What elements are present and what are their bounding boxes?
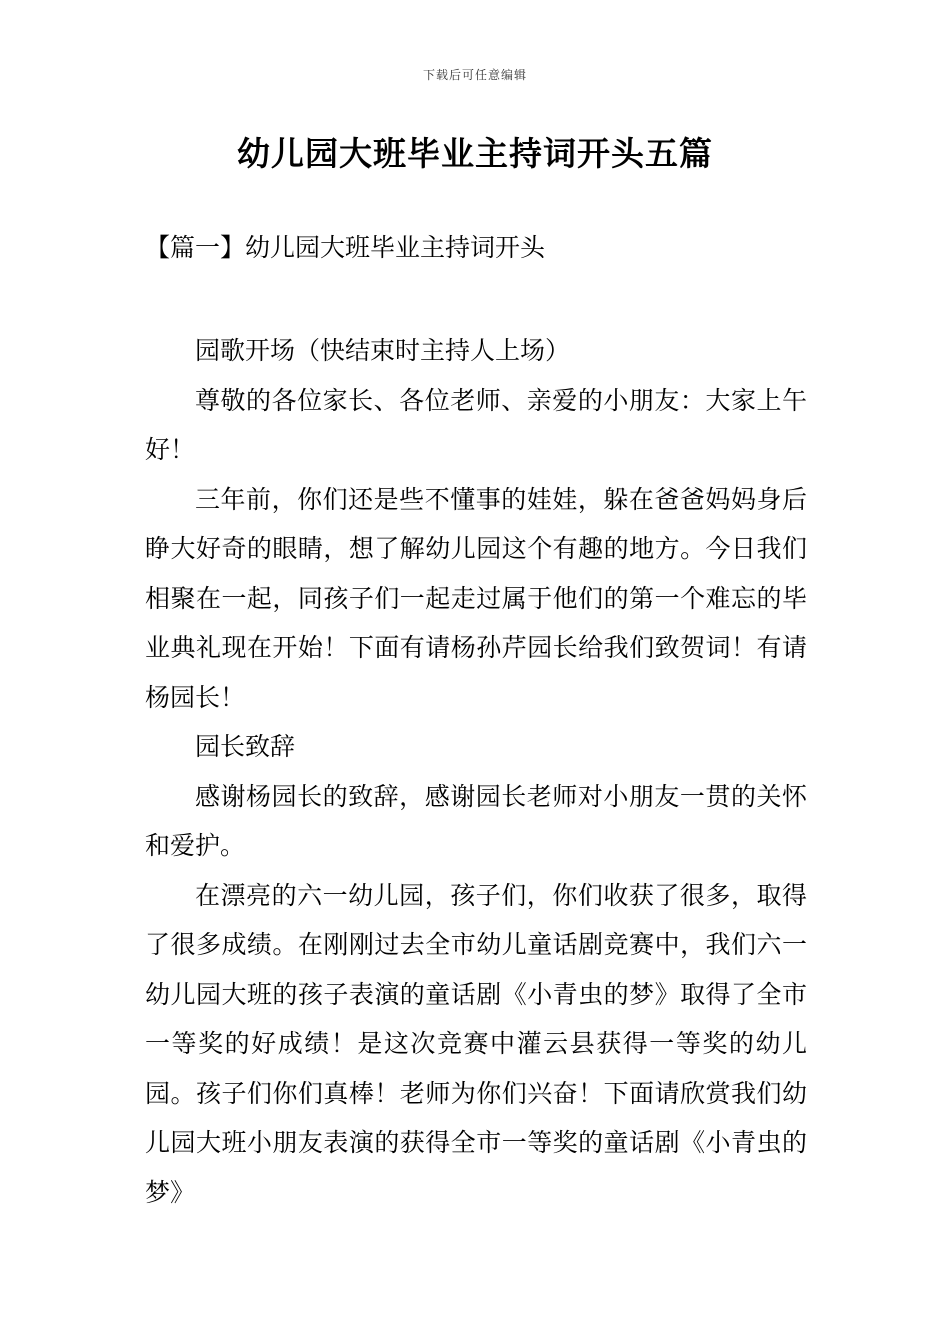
document-title: 幼儿园大班毕业主持词开头五篇 [237, 134, 713, 173]
paragraph-thanks: 感谢杨园长的致辞，感谢园长老师对小朋友一贯的关怀和爱护。 [145, 781, 807, 860]
paragraph-greeting: 尊敬的各位家长、各位老师、亲爱的小朋友：大家上午好！ [145, 385, 807, 464]
paragraph-achievements: 在漂亮的六一幼儿园，孩子们，你们收获了很多，取得了很多成绩。在刚刚过去全市幼儿童话剧竞赛中，我们六一幼儿园大班的孩子表演的童话剧《小青虫的梦》取得了全市一等奖的好成绩！是这次竞赛中灌云县获得一等奖的幼儿园。孩子们你们真棒！老师为你们兴奋！下面请欣赏我们幼儿园大班小朋友表演的获得全市一等奖的童话剧《小青虫的梦》 [145, 880, 807, 1207]
paragraph-three-years-ago: 三年前，你们还是些不懂事的娃娃，躲在爸爸妈妈身后睁大好奇的眼睛，想了解幼儿园这个有趣的地方。今日我们相聚在一起，同孩子们一起走过属于他们的第一个难忘的毕业典礼现在开始！下面有请杨孙芹园长给我们致贺词！有请杨园长！ [145, 484, 807, 712]
paragraph-principal-speech: 园长致辞 [195, 732, 296, 761]
header-note: 下载后可任意编辑 [422, 68, 527, 82]
document-body [145, 326, 807, 1217]
section-heading: 【篇一】幼儿园大班毕业主持词开头 [145, 233, 546, 262]
paragraph-opening-song: 园歌开场（快结束时主持人上场） [195, 336, 571, 365]
